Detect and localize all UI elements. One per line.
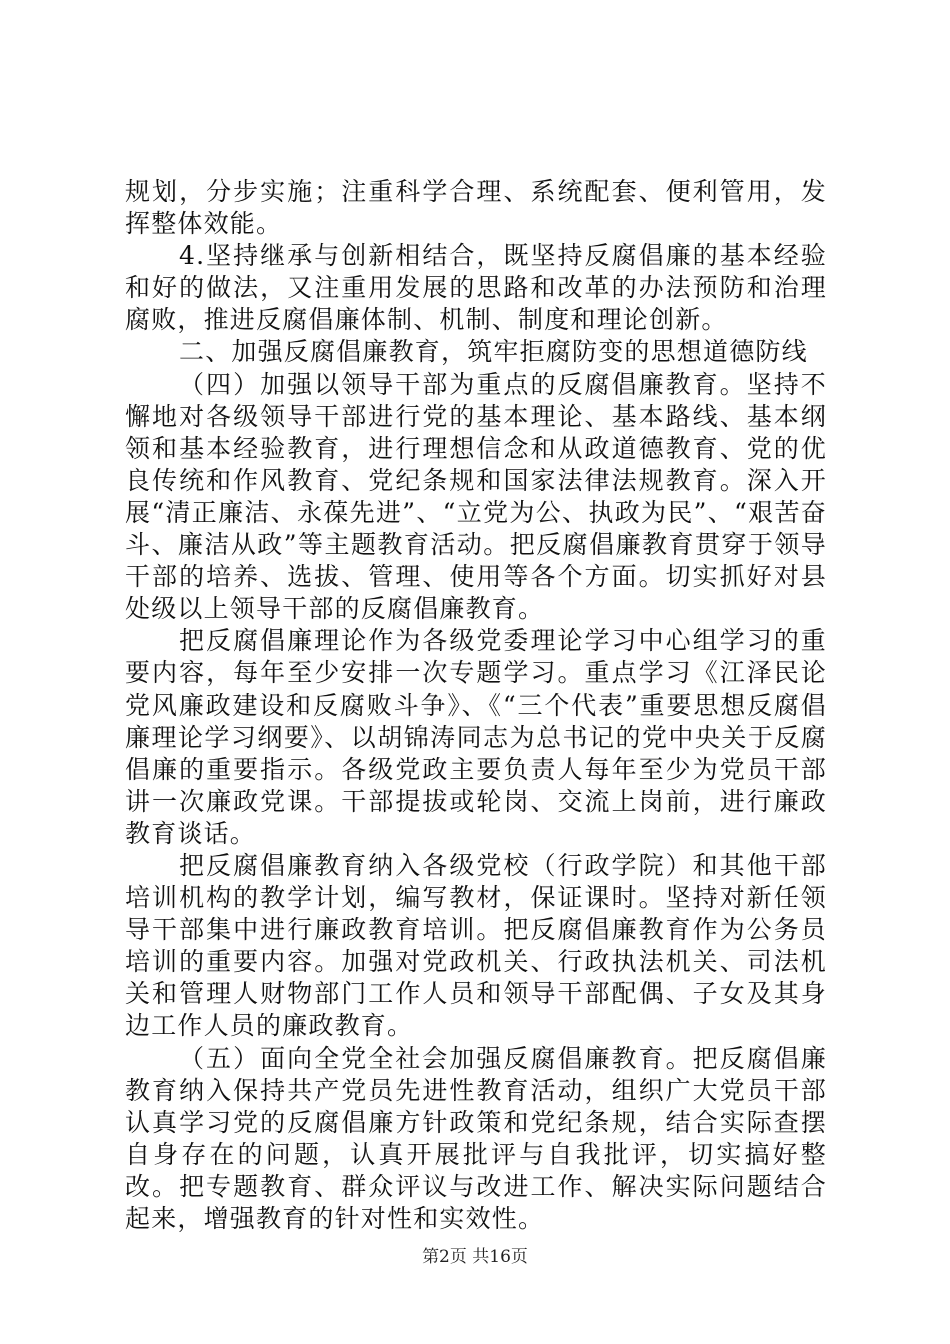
page-number-footer: 第2页 共16页 bbox=[422, 1247, 528, 1267]
paragraph-continuation: 规划，分步实施；注重科学合理、系统配套、便利管用，发挥整体效能。 bbox=[125, 177, 827, 239]
paragraph-training: 把反腐倡廉教育纳入各级党校（行政学院）和其他干部培训机构的教学计划，编写教材，保证课时。坚持对新任领导干部集中进行廉政教育培训。把反腐倡廉教育作为公务员培训的重要内容。加强对党政机关、行政执法机关、司法机关和管理人财物部门工作人员和领导干部配偶、子女及其身边工作人员的廉政教育。 bbox=[125, 850, 827, 1041]
paragraph-principle-4: 4.坚持继承与创新相结合，既坚持反腐倡廉的基本经验和好的做法，又注重用发展的思路和改革的办法预防和治理腐败，推进反腐倡廉体制、机制、制度和理论创新。 bbox=[125, 241, 827, 335]
paragraph-item-5: （五）面向全党全社会加强反腐倡廉教育。把反腐倡廉教育纳入保持共产党员先进性教育活动，组织广大党员干部认真学习党的反腐倡廉方针政策和党纪条规，结合实际查摆自身存在的问题，认真开展批评与自我批评，切实搞好整改。把专题教育、群众评议与改进工作、解决实际问题结合起来，增强教育的针对性和实效性。 bbox=[125, 1043, 827, 1233]
document-body bbox=[125, 176, 827, 1235]
paragraph-item-4: （四）加强以领导干部为重点的反腐倡廉教育。坚持不懈地对各级领导干部进行党的基本理论、基本路线、基本纲领和基本经验教育，进行理想信念和从政道德教育、党的优良传统和作风教育、党纪条规和国家法律法规教育。深入开展“清正廉洁、永葆先进”、“立党为公、执政为民”、“艰苦奋斗、廉洁从政”等主题教育活动。把反腐倡廉教育贯穿于领导干部的培养、选拔、管理、使用等各个方面。切实抓好对县处级以上领导干部的反腐倡廉教育。 bbox=[125, 369, 827, 624]
section-heading-2: 二、加强反腐倡廉教育，筑牢拒腐防变的思想道德防线 bbox=[179, 337, 808, 367]
paragraph-theory-study: 把反腐倡廉理论作为各级党委理论学习中心组学习的重要内容，每年至少安排一次专题学习。重点学习《江泽民论党风廉政建设和反腐败斗争》、《“三个代表”重要思想反腐倡廉理论学习纲要》、以胡锦涛同志为总书记的党中央关于反腐倡廉的重要指示。各级党政主要负责人每年至少为党员干部讲一次廉政党课。干部提拔或轮岗、交流上岗前，进行廉政教育谈话。 bbox=[125, 626, 827, 848]
